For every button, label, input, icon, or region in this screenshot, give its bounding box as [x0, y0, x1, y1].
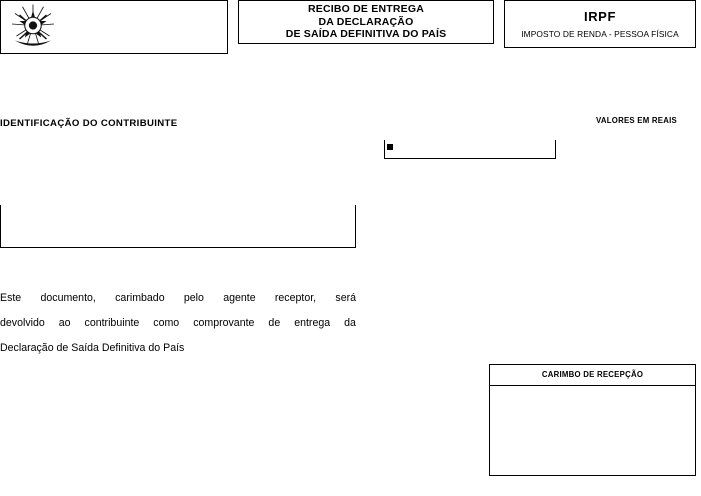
note-word: ao — [58, 317, 71, 329]
instructions-note-line-3: Declaração de Saída Definitiva do País — [0, 342, 185, 354]
note-word: pelo — [183, 292, 204, 304]
note-word: comprovante — [193, 317, 255, 329]
taxpayer-name-field[interactable] — [0, 205, 356, 248]
reception-stamp-box — [489, 364, 696, 476]
note-word: de — [268, 317, 281, 329]
note-word: será — [335, 292, 356, 304]
instructions-note-line-1 — [0, 286, 356, 311]
document-title-line-3: DE SAÍDA DEFINITIVA DO PAÍS — [285, 28, 447, 41]
irpf-box — [504, 0, 696, 48]
note-word: carimbado — [115, 292, 165, 304]
emblem-box — [0, 0, 228, 54]
brazil-coat-of-arms-icon — [9, 3, 57, 51]
instructions-note — [0, 286, 356, 361]
note-word: documento, — [40, 292, 96, 304]
document-title-line-1: RECIBO DE ENTREGA — [307, 3, 424, 16]
note-word: receptor, — [274, 292, 317, 304]
field-marker-icon — [387, 144, 393, 150]
note-word: como — [153, 317, 180, 329]
note-word: Este — [0, 292, 22, 304]
reception-stamp-area[interactable] — [490, 386, 695, 475]
value-field[interactable] — [384, 140, 556, 159]
note-word: contribuinte — [84, 317, 140, 329]
document-title-line-2: DA DECLARAÇÃO — [318, 15, 414, 28]
note-word: agente — [223, 292, 256, 304]
irpf-subtitle: IMPOSTO DE RENDA - PESSOA FÍSICA — [521, 29, 679, 39]
irpf-title: IRPF — [583, 9, 616, 24]
document-title-box — [238, 0, 494, 44]
note-word: devolvido — [0, 317, 45, 329]
identification-section-label: IDENTIFICAÇÃO DO CONTRIBUINTE — [0, 118, 178, 129]
document-title — [286, 3, 447, 40]
instructions-note-line-2 — [0, 311, 356, 336]
note-word: da — [344, 317, 356, 329]
values-section-label: VALORES EM REAIS — [596, 116, 677, 125]
note-word: entrega — [294, 317, 331, 329]
reception-stamp-label: CARIMBO DE RECEPÇÃO — [541, 370, 644, 379]
